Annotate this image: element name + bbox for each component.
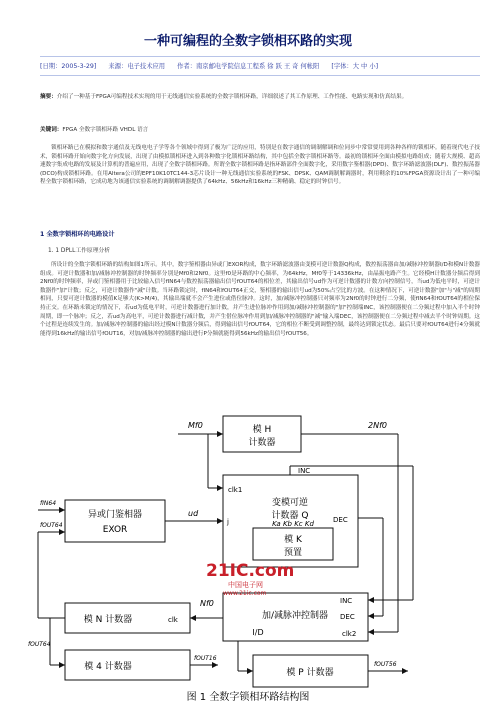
port-dec-label: DEC (333, 516, 348, 524)
block-k-sublabel: 预置 (283, 548, 303, 558)
signal-2nf0: 2Nf0 (368, 421, 387, 430)
keywords-text: FPGA 全数字锁相环路 VHDL 语言 (62, 127, 149, 133)
block-h-label: 模 H (252, 425, 272, 435)
watermark-cn: 中国电子网 (228, 581, 263, 589)
port-clk-label: clk (168, 616, 178, 624)
signal-fin64: fIN64 (40, 500, 57, 507)
port-id-dec-label: DEC (340, 613, 355, 621)
figure-1-diagram (28, 410, 468, 702)
block-q-label: 变模可逆 (271, 498, 309, 508)
port-clk1-label: clk1 (228, 486, 243, 494)
watermark-url: www.21ic.com (223, 590, 267, 597)
block-4-label: 模 4 计数器 (84, 662, 132, 672)
port-inc-label: INC (298, 467, 311, 475)
body-paragraph: 所设计的全数字锁相环路的结构如图1所示。其中，数字鉴相器由异或门EXOR构成，数字环路滤波器由变模可逆计数器Q构成，数控振荡器由加/减脉冲控制器I/D和模N计数器组成。可逆计数器和加/减脉冲控制器的时钟频率分别是Mf0和2Nf0。这里f0是环路的中心频率，为64kHz，Mf0等于14336kHz，由晶振电路产生。它经模H计数器分频后得到2Nf0的时钟频率，异或门鉴相器用于比较输入信号fIN64与数控振荡器输出信号fOUT64的相位差，其输出信号ud作为可逆计数器的计数方向控制信号，当ud为低电平时，可逆计数器作"加"计数；反之，可逆计数器作"减"计数。当环路锁定时，fIN64和fOUT64正交，鉴相器的输出信号ud为50%占空比的方波。在这种情况下，可逆计数器"加"与"减"的周期相同，只要可逆计数器的模值K足够大(K>M/4)，其输出端就不会产生进位或借位脉冲。这时，加/减脉冲控制器只对频率为2Nf0的时钟进行二分频，使fIN64和fOUT64的相位保持正交。在环路未锁定的情况下，若ud为低电平时，可逆计数器进行加计数，并产生进位脉冲作用到加/减脉冲控制器的"加"控制端INC，该控制器便在二分频过程中加入半个时钟周期，即一个脉冲；反之，若ud为高电平，可逆计数器进行减计数，并产生借位脉冲作用到加/减脉冲控制器的"减"输入端DEC，该控制器便在二分频过程中减去半个时钟周期。这个过程是连续发生的。加/减脉冲控制器的输出经过模N计数器分频后，得到输出信号fOUT64，它的相位不断受到调整控制，最终达到锁定状态。最后只要对fOUT64进行4分频就能得到16kHz的输出信号fOUT16，对加/减脉冲控制器的输出进行P分频就能得到56kHz的输出信号fOUT56。 (40, 262, 480, 337)
article-meta (40, 61, 480, 70)
signal-fout64: fOUT64 (40, 522, 63, 529)
font-size-switch[interactable]: [字体：大 中 小] (331, 63, 379, 70)
signal-ud: ud (188, 509, 199, 518)
signal-nf0: Nf0 (200, 599, 214, 608)
block-q-sublabel: 计数器 Q (271, 511, 309, 521)
block-exor-sublabel: EXOR (102, 525, 128, 535)
signal-mf0: Mf0 (188, 421, 203, 430)
article-title: 一种可编程的全数字锁相环路的实现 (143, 34, 352, 49)
abstract-text: 介绍了一种基于FPGA可编程技术实现的用于无线通信实验系统的全数字锁相环路，详细叙述了其工作原理、工作性能、电路实现和仿真结果。 (56, 94, 408, 100)
port-id-inc-label: INC (340, 597, 353, 605)
section-heading: 1 全数字锁相环的电路设计 (40, 231, 115, 238)
meta-author: 作者：南京邮电学院信息工程系 徐 跃 王 奇 何帐阳 (177, 63, 320, 70)
keywords (40, 126, 480, 135)
abstract-label: 摘要： (40, 94, 57, 100)
signal-fout64-n: fOUT64 (28, 641, 51, 648)
block-q-k-params: Ka Kb Kc Kd (272, 520, 314, 528)
port-clk2-label: clk2 (342, 630, 357, 638)
meta-date: [日期：2005-3-29] (40, 63, 97, 70)
figure-caption: 图 1 全数字锁相环路结构图 (186, 692, 310, 702)
meta-rule (40, 75, 480, 76)
keywords-label: 关键词： (40, 127, 63, 133)
meta-source: 来源：电子技术应用 (108, 63, 166, 70)
subsection-heading: 1. 1 DPLL工作原理分析 (48, 248, 111, 254)
watermark-logo: 21IC.com (206, 561, 295, 581)
signal-fout56: fOUT56 (374, 661, 397, 668)
intro-paragraph: 锁相环路已在模拟和数字通信及无线电电子学等各个领域中得到了极为广泛的应用，特别是在数字通信的调制解调和位同步中常常要用到各种各样的锁相环。随着现代电子技术，锁相环路开始向数字化方向发展，出现了由模拟锁相环进入到各种数字化锁相环路结构，其中包括全数字锁相环路等。最初的锁相环全面由模拟电路组成；随着大规模、超高速数字集成电路的发展及计算机的普遍应用，出现了全数字锁相环路。所谓全数字锁相环路是指环路部件全面数字化，采用数字鉴相器(DPD)、数字环路滤波器(DLF)、数控振荡器(DCO)构成锁相环路。在用Altera公司的EPF10K10TC144-3芯片设计一种无线通信实验系统的FSK、DPSK、QAM调制解调器时，利用剩余的10%FPGA资源设计出了一种可编程全数字锁相环路，它成功地为该通信实验系统的调制解调器提供了64kHz、56kHz和16kHz三种精确、稳定的时钟信号。 (40, 145, 480, 186)
block-k-label: 模 K (284, 535, 302, 545)
block-h-sublabel: 计数器 (248, 438, 276, 448)
port-j-label: j (227, 518, 229, 526)
block-id-sublabel: I/D (252, 628, 264, 637)
abstract (40, 93, 480, 102)
block-p-label: 模 P 计数器 (286, 668, 334, 678)
signal-fout16: fOUT16 (194, 655, 217, 662)
header-rule (40, 56, 480, 57)
block-exor-label: 异或门鉴相器 (87, 510, 143, 520)
block-n-label: 模 N 计数器 (83, 615, 133, 625)
block-id-label: 加/减脉冲控制器 (261, 611, 329, 621)
